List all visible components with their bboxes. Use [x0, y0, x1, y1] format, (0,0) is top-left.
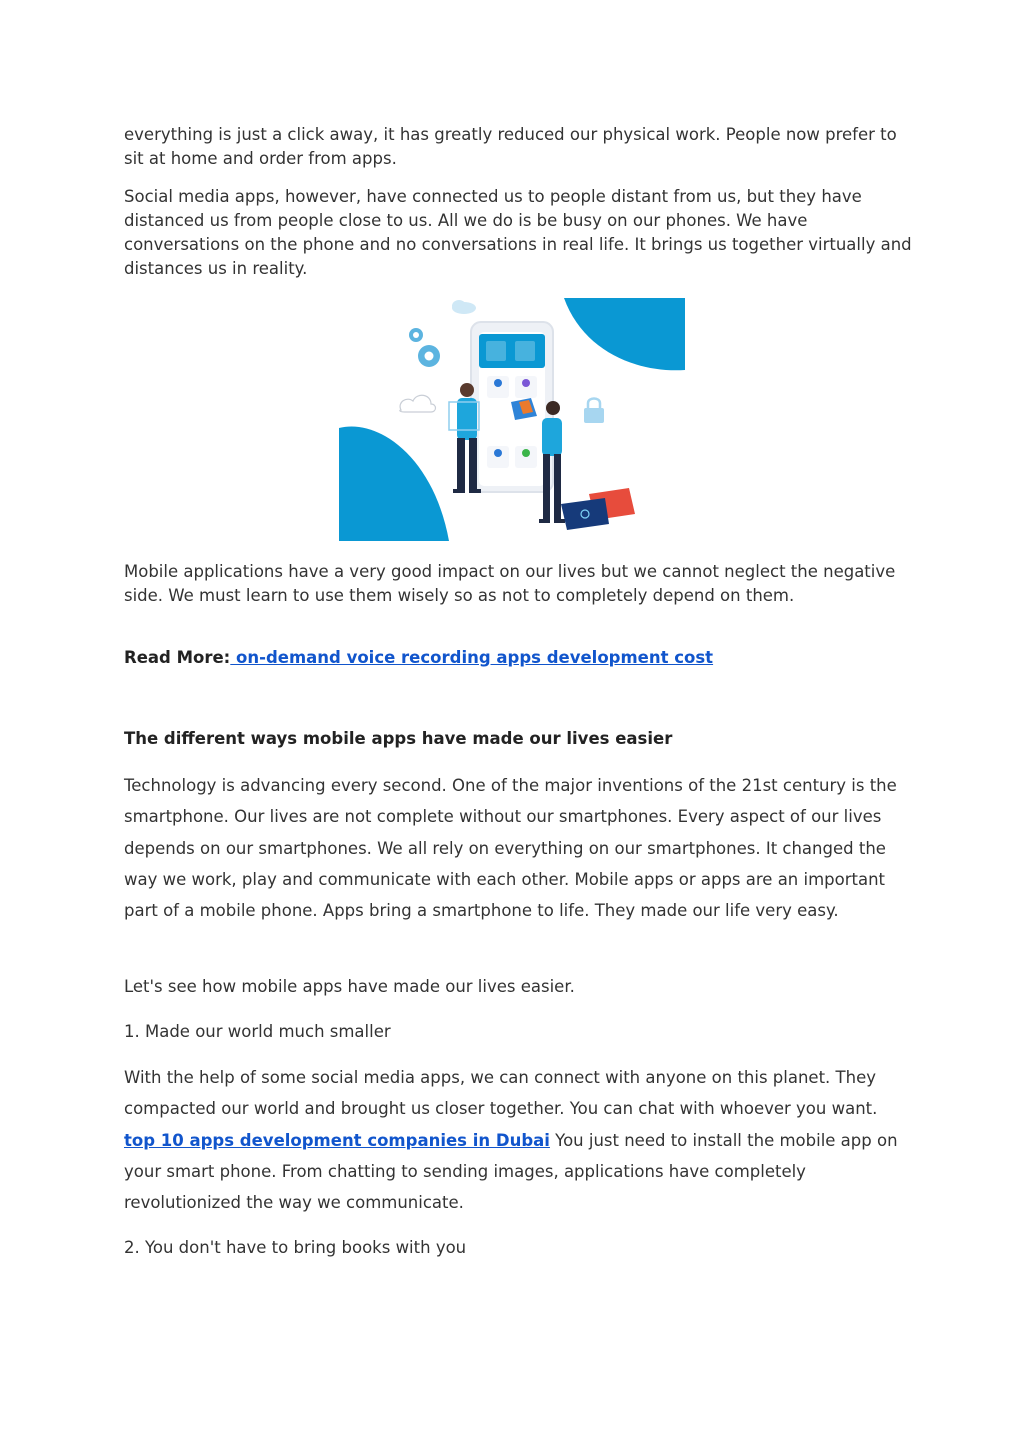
read-more-line	[124, 646, 713, 670]
read-more-label: Read More:	[124, 648, 231, 667]
phone-icon	[471, 322, 553, 492]
list-item-2: 2. You don't have to bring books with you	[124, 1238, 467, 1257]
mobile-app-illustration	[339, 298, 685, 541]
section-heading: The different ways mobile apps have made our lives easier	[124, 729, 673, 748]
paragraph-apps-convenience: everything is just a click away, it has greatly reduced our physical work. People now prefer to sit at home and order from apps.	[124, 125, 897, 168]
list-item-1: 1. Made our world much smaller	[124, 1022, 391, 1041]
paragraph-social-connect	[124, 1062, 914, 1218]
paragraph-impact: Mobile applications have a very good impact on our lives but we cannot neglect the negative side. We must learn to use them wisely so as not to completely depend on them.	[124, 562, 896, 605]
paragraph-technology: Technology is advancing every second. One of the major inventions of the 21st century is the smartphone. Our lives are not complete without our smartphones. Every aspect of our lives depends on our smartphones. We all rely on everything on our smartphones. It changed the way we work, play and communicate with each other. Mobile apps or apps are an important part of a mobile phone. Apps bring a smartphone to life. They made our life very easy.	[124, 776, 897, 921]
dubai-companies-link[interactable]: top 10 apps development companies in Dubai	[124, 1130, 550, 1150]
paragraph-text-before-link: With the help of some social media apps, we can connect with anyone on this planet. They compacted our world and brought us closer together. You can chat with whoever you want.	[124, 1068, 878, 1119]
read-more-link[interactable]: on-demand voice recording apps development cost	[230, 648, 714, 667]
paragraph-text-after-link: You just need to install the mobile app on your smart phone. From chatting to sending images, applications have completely revolutionized the way we communicate.	[124, 1130, 898, 1213]
paragraph-social-media: Social media apps, however, have connected us to people distant from us, but they have distanced us from people close to us. All we do is be busy on our phones. We have conversations on the phone and no conversations in real life. It brings us together virtually and distances us in reality.	[124, 187, 912, 278]
paragraph-lets-see: Let's see how mobile apps have made our lives easier.	[124, 977, 575, 996]
illustration-svg	[339, 298, 685, 541]
